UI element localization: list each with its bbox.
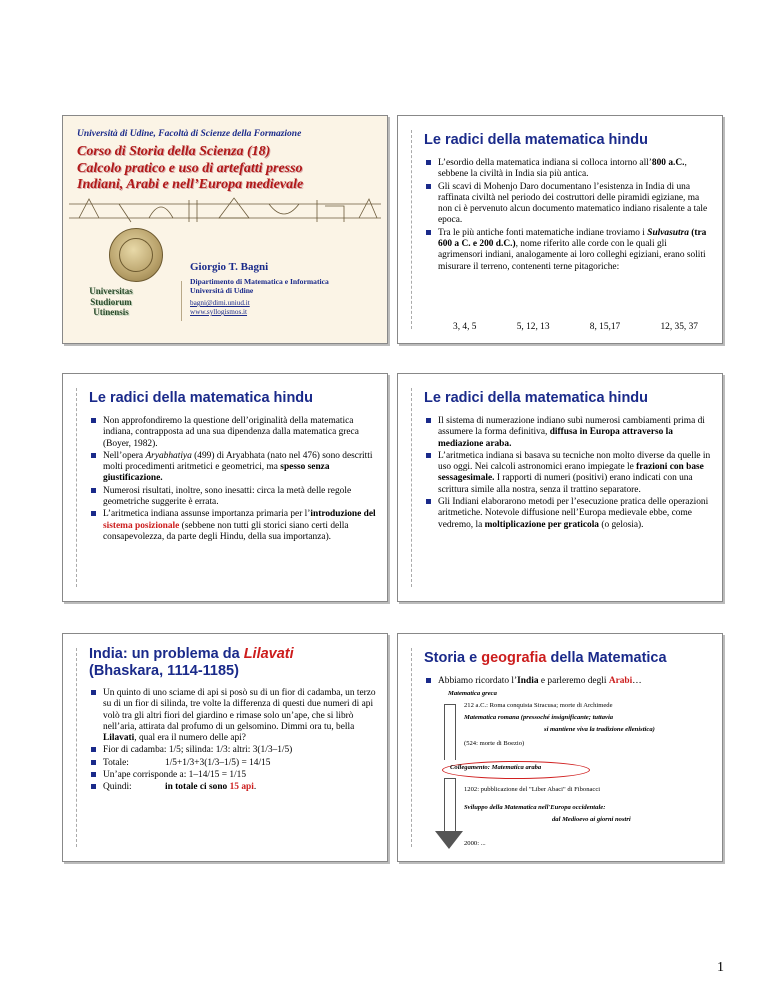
slide-radici-1 bbox=[397, 115, 723, 344]
bullet-icon bbox=[91, 418, 96, 423]
list-item: Nell’opera Aryabhatiya (499) di Aryabhata (nato nel 476) sono descritti molti procedimenti aritmetici e geometrici, ma spesso senza giustificazione. bbox=[90, 451, 377, 485]
pythagorean-triples: 3, 4, 5 5, 12, 13 8, 15,17 12, 35, 37 bbox=[453, 322, 698, 332]
timeline-arrow-shaft bbox=[444, 704, 456, 760]
university-seal-icon bbox=[109, 228, 163, 282]
timeline-entry: dal Medioevo ai giorni nostri bbox=[552, 816, 631, 823]
list-item: Totale: 1/5+1/3+3(1/3–1/5) = 14/15 bbox=[90, 758, 377, 769]
bullet-list bbox=[425, 158, 712, 274]
margin-rule bbox=[76, 388, 77, 587]
bullet-icon bbox=[91, 690, 96, 695]
list-item: Gli scavi di Mohenjo Daro documentano l’esistenza in India di una raffinata civiltà nel periodo dei costruttori delle piramidi egiziane, ma non ci è pervenuto alcun documento matematico indiano risalente a tale epoca. bbox=[425, 182, 712, 227]
divider bbox=[181, 281, 182, 321]
slide-lilavati bbox=[62, 633, 388, 862]
title-slide bbox=[62, 115, 388, 344]
timeline-entry: Matematica greca bbox=[448, 690, 497, 697]
university-line: Università di Udine, Facoltà di Scienze della Formazione bbox=[77, 129, 302, 139]
list-item: L’esordio della matematica indiana si colloca intorno all’800 a.C., sebbene la civiltà in India sia più antica. bbox=[425, 158, 712, 181]
slide-title: Le radici della matematica hindu bbox=[424, 390, 649, 406]
timeline-entry: (524: morte di Boezio) bbox=[464, 740, 525, 747]
list-item: Abbiamo ricordato l’India e parleremo degli Arabi… bbox=[425, 676, 712, 687]
slide-title: India: un problema da Lilavati (Bhaskara, 1114-1185) bbox=[89, 646, 294, 679]
list-item: Il sistema di numerazione indiano subì numerosi cambiamenti prima di assumere la forma definitiva, diffusa in Europa attraverso la mediazione araba. bbox=[425, 416, 712, 450]
bullet-icon bbox=[426, 160, 431, 165]
timeline-entry: si mantiene viva la tradizione ellenistica) bbox=[544, 726, 655, 733]
course-title: Corso di Storia della Scienza (18) Calcolo pratico e uso di artefatti presso Indiani, Arabi e nell’Europa medievale bbox=[77, 144, 304, 192]
margin-rule bbox=[411, 130, 412, 329]
timeline-entry: 2000: ... bbox=[464, 840, 486, 847]
department: Dipartimento di Matematica e Informatica Università di Udine bbox=[190, 277, 329, 295]
bullet-icon bbox=[91, 760, 96, 765]
web-link[interactable]: www.syllogismos.it bbox=[190, 308, 248, 316]
list-item: Quindi: in totale ci sono 15 api. bbox=[90, 782, 377, 793]
bullet-icon bbox=[91, 511, 96, 516]
bullet-list bbox=[90, 416, 377, 544]
list-item: Tra le più antiche fonti matematiche indiane troviamo i Sulvasutra (tra 600 a C. e 200 d.C.), nome riferito alle corde con le quali gli agrimensori indiani, analogamente ai loro colleghi egiziani, erano soliti misurare il terreno, contenenti terne pitagoriche: bbox=[425, 228, 712, 273]
list-item: L’aritmetica indiana si basava su tecniche non molto diverse da quelle in uso oggi. Nei calcoli astronomici erano impiegate le frazioni con base sessagesimale. I rapporti di numeri (positivi) erano indicati con una scrittura simile alla nostra, senza il trattino separatore. bbox=[425, 451, 712, 496]
contact-links bbox=[190, 299, 250, 317]
slide-title: Le radici della matematica hindu bbox=[424, 132, 649, 148]
list-item: Un quinto di uno sciame di api si posò su di un fior di cadamba, un terzo su di un fior di silinda, tre volte la differenza di questi due numeri di api volò tra gli altri fiori del giardino e rimase solo un’ape, che si librò nell’aria, attirata dal profumo di un gelsomino. Dimmi ora tu, bella Lilavati, qual era il numero delle api? bbox=[90, 688, 377, 744]
bullet-icon bbox=[91, 784, 96, 789]
list-item: Un’ape corrisponde a: 1–14/15 = 1/15 bbox=[90, 770, 377, 781]
geometric-frieze-decoration bbox=[69, 196, 381, 224]
timeline-entry: Collegamento: Matematica araba bbox=[450, 764, 542, 771]
list-item: L’aritmetica indiana assunse importanza primaria per l’introduzione del sistema posizionale (sebbene non tutti gli storici siano certi della consapevolezza, da parte degli Hindu, della sua importanza). bbox=[90, 509, 377, 543]
bullet-list bbox=[90, 688, 377, 795]
slide-storia-geografia bbox=[397, 633, 723, 862]
bullet-icon bbox=[426, 230, 431, 235]
timeline-arrow-shaft bbox=[444, 778, 456, 834]
timeline-entry: 1202: pubblicazione del "Liber Abaci" di Fibonacci bbox=[464, 786, 601, 793]
timeline-entry: Sviluppo della Matematica nell'Europa occidentale: bbox=[464, 804, 606, 811]
margin-rule bbox=[411, 388, 412, 587]
bullet-icon bbox=[91, 488, 96, 493]
bullet-list bbox=[425, 676, 712, 688]
bullet-icon bbox=[426, 499, 431, 504]
margin-rule bbox=[411, 648, 412, 847]
slide-title: Storia e geografia della Matematica bbox=[424, 650, 667, 666]
timeline-entry: Matematica romana (pressoché insignificante; tuttavia bbox=[464, 714, 614, 721]
list-item: Numerosi risultati, inoltre, sono inesatti: circa la metà delle regole geometriche suggerite è errata. bbox=[90, 486, 377, 509]
slide-radici-2 bbox=[62, 373, 388, 602]
bullet-list bbox=[425, 416, 712, 532]
timeline-arrow-head-icon bbox=[435, 831, 463, 849]
page-number: 1 bbox=[717, 960, 724, 975]
bullet-icon bbox=[91, 772, 96, 777]
bullet-icon bbox=[91, 453, 96, 458]
university-latin-name: Universitas Studiorum Utinensis bbox=[89, 286, 133, 317]
margin-rule bbox=[76, 648, 77, 847]
bullet-icon bbox=[426, 453, 431, 458]
author-name: Giorgio T. Bagni bbox=[190, 261, 269, 273]
slide-radici-3 bbox=[397, 373, 723, 602]
bullet-icon bbox=[426, 678, 431, 683]
slide-title: Le radici della matematica hindu bbox=[89, 390, 314, 406]
timeline-diagram bbox=[438, 690, 708, 855]
timeline-entry: 212 a.C.: Roma conquista Siracusa; morte di Archimede bbox=[464, 702, 613, 709]
email-link[interactable]: bagni@dimi.uniud.it bbox=[190, 299, 250, 307]
list-item: Gli Indiani elaborarono metodi per l’esecuzione pratica delle operazioni aritmetiche. Notevole diffusione nell’Europa medievale ebbe, come vedremo, la moltiplicazione per graticola (o gelosia). bbox=[425, 497, 712, 531]
bullet-icon bbox=[91, 747, 96, 752]
bullet-icon bbox=[426, 418, 431, 423]
list-item: Non approfondiremo la questione dell’originalità della matematica indiana, contrapposta ad una sua dipendenza dalla matematica greca (Boyer, 1982). bbox=[90, 416, 377, 450]
bullet-icon bbox=[426, 184, 431, 189]
list-item: Fior di cadamba: 1/5; silinda: 1/3: altri: 3(1/3–1/5) bbox=[90, 745, 377, 756]
